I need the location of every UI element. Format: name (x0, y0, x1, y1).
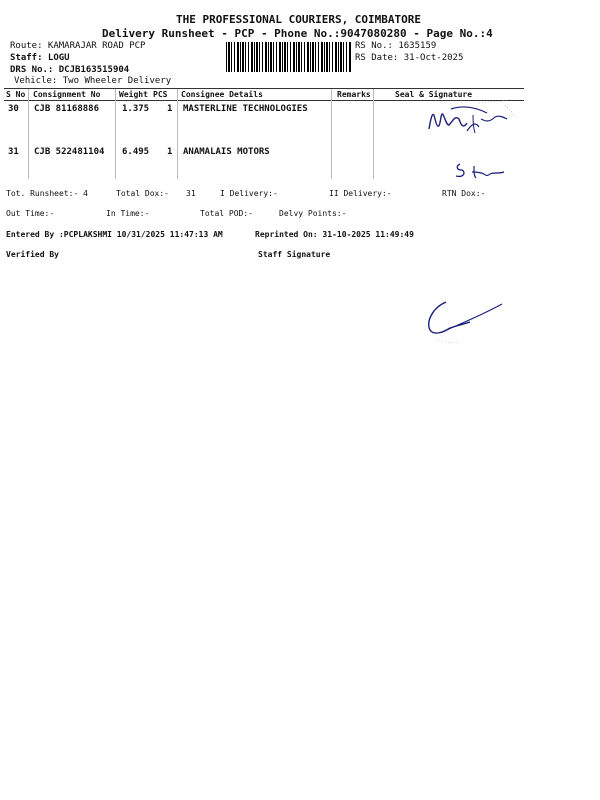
barcode-image (226, 42, 352, 72)
col-seal-signature: Seal & Signature (395, 90, 473, 99)
col-remarks: Remarks (337, 90, 371, 99)
rtn-dox: RTN Dox:- (442, 189, 486, 198)
total-dox-label: Total Dox:- (116, 189, 169, 198)
staff-signature-image (420, 292, 510, 348)
row2-consignment: CJB 522481104 (34, 147, 105, 157)
signature-row1-image (415, 95, 525, 145)
ii-delivery: II Delivery:- (329, 189, 392, 198)
row2-sno: 31 (8, 147, 19, 157)
company-title: THE PROFESSIONAL COURIERS, COIMBATORE (176, 13, 422, 26)
rs-number: RS No.: 1635159 (355, 41, 437, 51)
delvy-points: Delvy Points:- (279, 209, 347, 218)
total-pod: Total POD:- (200, 209, 253, 218)
col-divider (28, 89, 29, 179)
row2-consignee: ANAMALAIS MOTORS (183, 147, 270, 157)
row2-weight: 6.495 (122, 147, 150, 157)
runsheet-subtitle: Delivery Runsheet - PCP - Phone No.:9047080280 - Page No.:4 (102, 27, 493, 40)
col-divider (177, 89, 178, 179)
staff-signature-label: Staff Signature (258, 250, 331, 259)
tot-runsheet: Tot. Runsheet:- 4 (6, 189, 88, 198)
col-consignment: Consignment No (33, 90, 101, 99)
row1-consignment: CJB 81168886 (34, 104, 100, 114)
col-divider (115, 89, 116, 179)
col-consignee: Consignee Details (181, 90, 263, 99)
row2-pcs: 1 (167, 147, 173, 157)
col-pcs: PCS (153, 90, 168, 99)
row1-pcs: 1 (167, 104, 173, 114)
staff-text: Staff: LOGU (10, 53, 70, 63)
rs-date: RS Date: 31-Oct-2025 (355, 53, 464, 63)
in-time: In Time:- (106, 209, 150, 218)
reprinted-on: Reprinted On: 31-10-2025 11:49:49 (255, 230, 414, 239)
row1-weight: 1.375 (122, 104, 150, 114)
table-top-line (4, 88, 524, 89)
entered-by: Entered By :PCPLAKSHMI 10/31/2025 11:47:13 AM (6, 230, 223, 239)
verified-by: Verified By (6, 250, 59, 259)
row1-consignee: MASTERLINE TECHNOLOGIES (183, 104, 308, 114)
i-delivery: I Delivery:- (220, 189, 278, 198)
out-time: Out Time:- (6, 209, 55, 218)
row1-sno: 30 (8, 104, 19, 114)
col-sno: S No (6, 90, 26, 99)
drs-number: DRS No.: DCJB163515904 (10, 65, 130, 75)
total-dox-value: 31 (186, 189, 196, 198)
col-divider (373, 89, 374, 179)
col-weight: Weight (119, 90, 148, 99)
col-divider (331, 89, 332, 179)
route-text: Route: KAMARAJAR ROAD PCP (10, 41, 146, 51)
vehicle-text: Vehicle: Two Wheeler Delivery (14, 76, 172, 86)
signature-row2-image (452, 156, 512, 184)
